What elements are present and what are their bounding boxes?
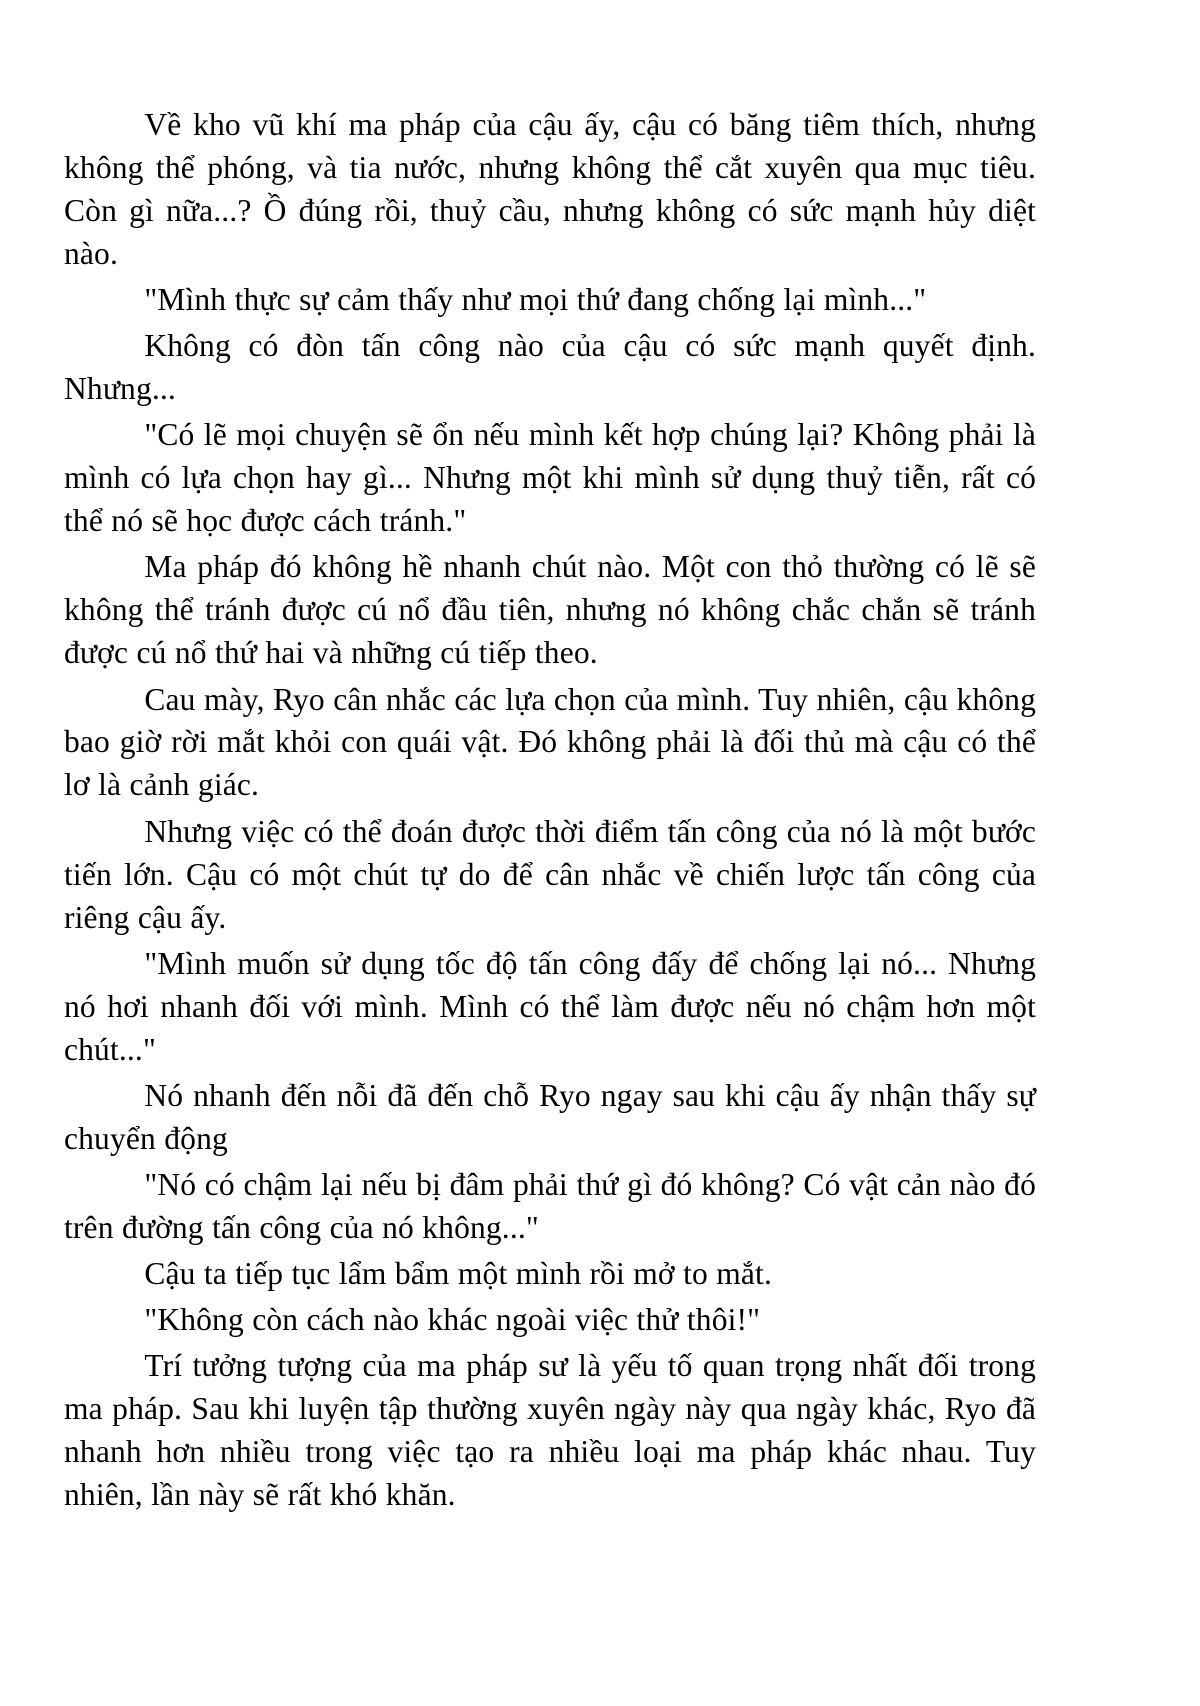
body-text-column: [64, 104, 1036, 1517]
paragraph: "Mình muốn sử dụng tốc độ tấn công đấy để chống lại nó... Nhưng nó hơi nhanh đối với mình. Mình có thể làm được nếu nó chậm hơn một chút...": [64, 945, 1036, 1067]
paragraph: Về kho vũ khí ma pháp của cậu ấy, cậu có băng tiêm thích, nhưng không thể phóng, và tia nước, nhưng không thể cắt xuyên qua mục tiêu. Còn gì nữa...? Ồ đúng rồi, thuỷ cầu, nhưng không có sức mạnh hủy diệt nào.: [64, 107, 1036, 271]
paragraph: "Không còn cách nào khác ngoài việc thử thôi!": [144, 1302, 761, 1338]
paragraph: "Mình thực sự cảm thấy như mọi thứ đang chống lại mình...": [144, 282, 927, 318]
paragraph: "Nó có chậm lại nếu bị đâm phải thứ gì đó không? Có vật cản nào đó trên đường tấn công của nó không...": [64, 1166, 1036, 1245]
paragraph: Nó nhanh đến nỗi đã đến chỗ Ryo ngay sau khi cậu ấy nhận thấy sự chuyển động: [64, 1077, 1036, 1156]
paragraph: Ma pháp đó không hề nhanh chút nào. Một con thỏ thường có lẽ sẽ không thể tránh được cú nổ đầu tiên, nhưng nó không chắc chắn sẽ tránh được cú nổ thứ hai và những cú tiếp theo.: [64, 549, 1036, 671]
paragraph: Cậu ta tiếp tục lẩm bẩm một mình rồi mở to mắt.: [144, 1256, 772, 1291]
paragraph: Không có đòn tấn công nào của cậu có sức mạnh quyết định. Nhưng...: [64, 328, 1036, 407]
paragraph: Trí tưởng tượng của ma pháp sư là yếu tố quan trọng nhất đối trong ma pháp. Sau khi luyện tập thường xuyên ngày này qua ngày khác, Ryo đã nhanh hơn nhiều trong việc tạo ra nhiều loại ma pháp khác nhau. Tuy nhiên, lần này sẽ rất khó khăn.: [64, 1348, 1036, 1513]
paragraph: "Có lẽ mọi chuyện sẽ ổn nếu mình kết hợp chúng lại? Không phải là mình có lựa chọn hay gì... Nhưng một khi mình sử dụng thuỷ tiễn, rất có thể nó sẽ học được cách tránh.": [64, 417, 1036, 539]
paragraph: Nhưng việc có thể đoán được thời điểm tấn công của nó là một bước tiến lớn. Cậu có một chút tự do để cân nhắc về chiến lược tấn công của riêng cậu ấy.: [64, 813, 1036, 935]
paragraph: Cau mày, Ryo cân nhắc các lựa chọn của mình. Tuy nhiên, cậu không bao giờ rời mắt khỏi con quái vật. Đó không phải là đối thủ mà cậu có thể lơ là cảnh giác.: [64, 681, 1036, 803]
